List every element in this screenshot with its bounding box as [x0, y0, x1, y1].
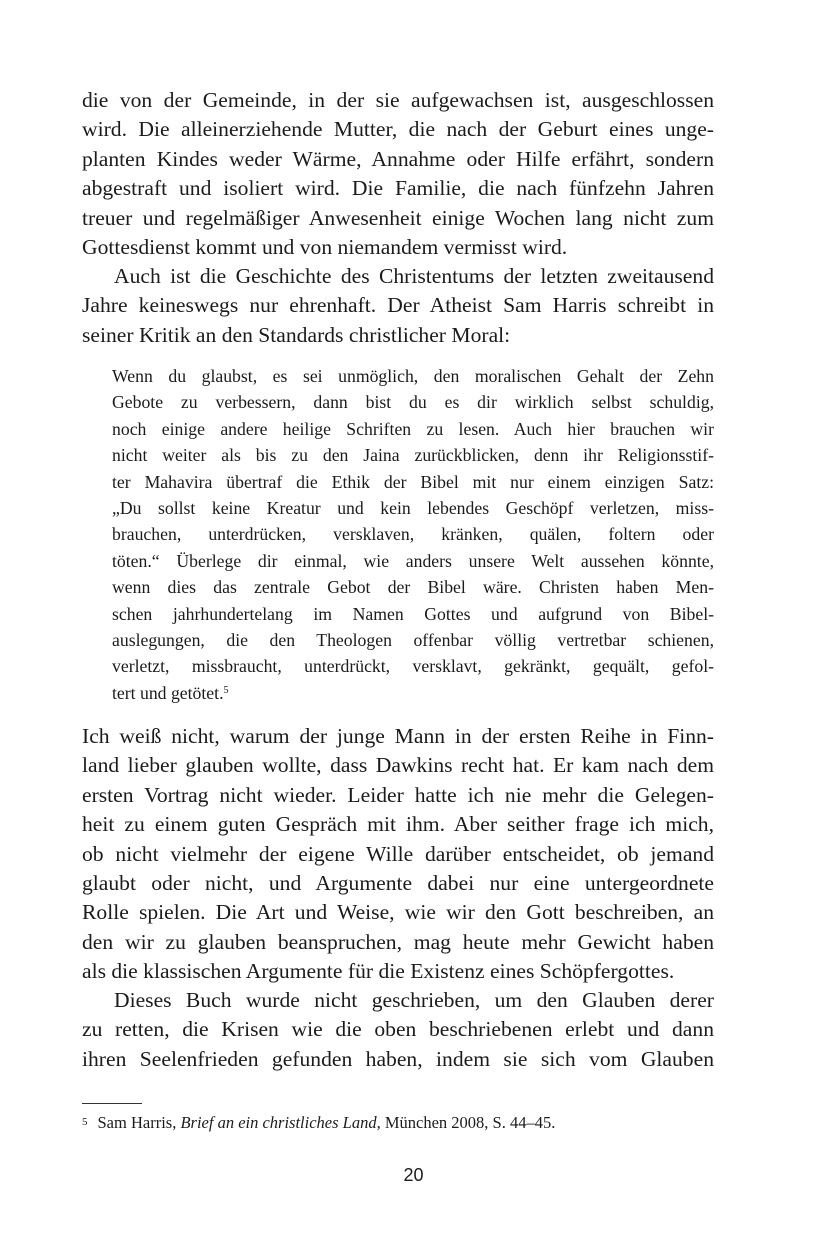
paragraph-4 [82, 986, 714, 1074]
text-line: abgestraft und isoliert wird. Die Familie, die nach fünfzehn Jahren [82, 176, 714, 201]
text-line: planten Kindes weder Wärme, Annahme oder Hilfe erfährt, sondern [82, 146, 714, 171]
text-line: seiner Kritik an den Standards christlicher Moral: [82, 322, 511, 347]
text-line: zu retten, die Krisen wie die oben beschriebenen erlebt und dann [82, 1017, 714, 1042]
paragraph-1 [82, 86, 714, 262]
text-line: Dieses Buch wurde nicht geschrieben, um den Glauben derer [114, 988, 714, 1012]
quote-line: ter Mahavira übertraf die Ethik der Bibel mit nur einem einzigen Satz: [112, 471, 714, 492]
quote-line: noch einige andere heilige Schriften zu lesen. Auch hier brauchen wir [112, 418, 714, 439]
text-line: ersten Vortrag nicht wieder. Leider hatte ich nie mehr die Gelegen- [82, 782, 714, 807]
page-number: 20 [403, 1165, 424, 1185]
quote-line: Wenn du glaubst, es sei unmöglich, den moralischen Gehalt der Zehn [112, 366, 714, 386]
quote-line: brauchen, unterdrücken, versklaven, kränken, quälen, foltern oder [112, 524, 714, 545]
text-line: Rolle spielen. Die Art und Weise, wie wir den Gott beschreiben, an [82, 900, 714, 925]
footnote [82, 1112, 555, 1134]
footnote-divider [82, 1103, 142, 1104]
text-line: Auch ist die Geschichte des Christentums der letzten zweitausend [114, 264, 714, 288]
quote-line: wenn dies das zentrale Gebot der Bibel wäre. Christen haben Men- [112, 577, 714, 598]
footnote-mark: 5 [82, 1116, 88, 1128]
text-line: glaubt oder nicht, und Argumente dabei nur eine untergeordnete [82, 871, 714, 896]
paragraph-3 [82, 722, 714, 987]
footnote-title: Brief an ein christliches Land [180, 1113, 377, 1132]
quote-line: verletzt, missbraucht, unterdrückt, versklavt, gekränkt, gequält, gefol- [112, 656, 714, 677]
text-line: land lieber glauben wollte, dass Dawkins recht hat. Er kam nach dem [82, 753, 714, 778]
quote-line: auslegungen, die den Theologen offenbar völlig vertretbar schienen, [112, 630, 714, 651]
footnote-reference[interactable]: 5 [223, 684, 229, 696]
quote-line: „Du sollst keine Kreatur und kein lebendes Geschöpf verletzen, miss- [112, 498, 714, 519]
text-line: Gottesdienst kommt und von niemandem vermisst wird. [82, 235, 568, 260]
paragraph-2 [82, 262, 714, 350]
text-line: Ich weiß nicht, warum der junge Mann in der ersten Reihe in Finn- [82, 724, 714, 748]
text-line: treuer und regelmäßiger Anwesenheit einige Wochen lang nicht zum [82, 205, 714, 230]
quote-line: Gebote zu verbessern, dann bist du es dir wirklich selbst schuldig, [112, 392, 714, 413]
text-line: ihren Seelenfrieden gefunden haben, indem sie sich vom Glauben [82, 1046, 714, 1071]
quote-line: schen jahrhundertelang im Namen Gottes und aufgrund von Bibel- [112, 603, 714, 624]
text-line: heit zu einem guten Gespräch mit ihm. Aber seither frage ich mich, [82, 812, 714, 837]
footnote-author: Sam Harris, [97, 1113, 177, 1132]
quote-line [112, 680, 714, 706]
block-quote [112, 363, 714, 706]
text-line: Jahre keineswegs nur ehrenhaft. Der Atheist Sam Harris schreibt in [82, 293, 714, 318]
text-line: ob nicht vielmehr der eigene Wille darüber entscheidet, ob jemand [82, 841, 714, 866]
footnote-rest: , München 2008, S. 44–45. [376, 1113, 556, 1132]
text-line: als die klassischen Argumente für die Existenz eines Schöpfergottes. [82, 959, 675, 984]
quote-line: töten.“ Überlege dir einmal, wie anders unsere Welt aussehen könnte, [112, 550, 714, 571]
text-line: wird. Die alleinerziehende Mutter, die nach der Geburt eines unge- [82, 117, 714, 142]
text-line: den wir zu glauben beanspruchen, mag heute mehr Gewicht haben [82, 929, 714, 954]
quote-line: nicht weiter als bis zu den Jaina zurückblicken, denn ihr Religionsstif- [112, 445, 714, 466]
text-line: die von der Gemeinde, in der sie aufgewachsen ist, ausgeschlossen [82, 88, 714, 112]
quote-last-text: tert und getötet. [112, 682, 224, 703]
